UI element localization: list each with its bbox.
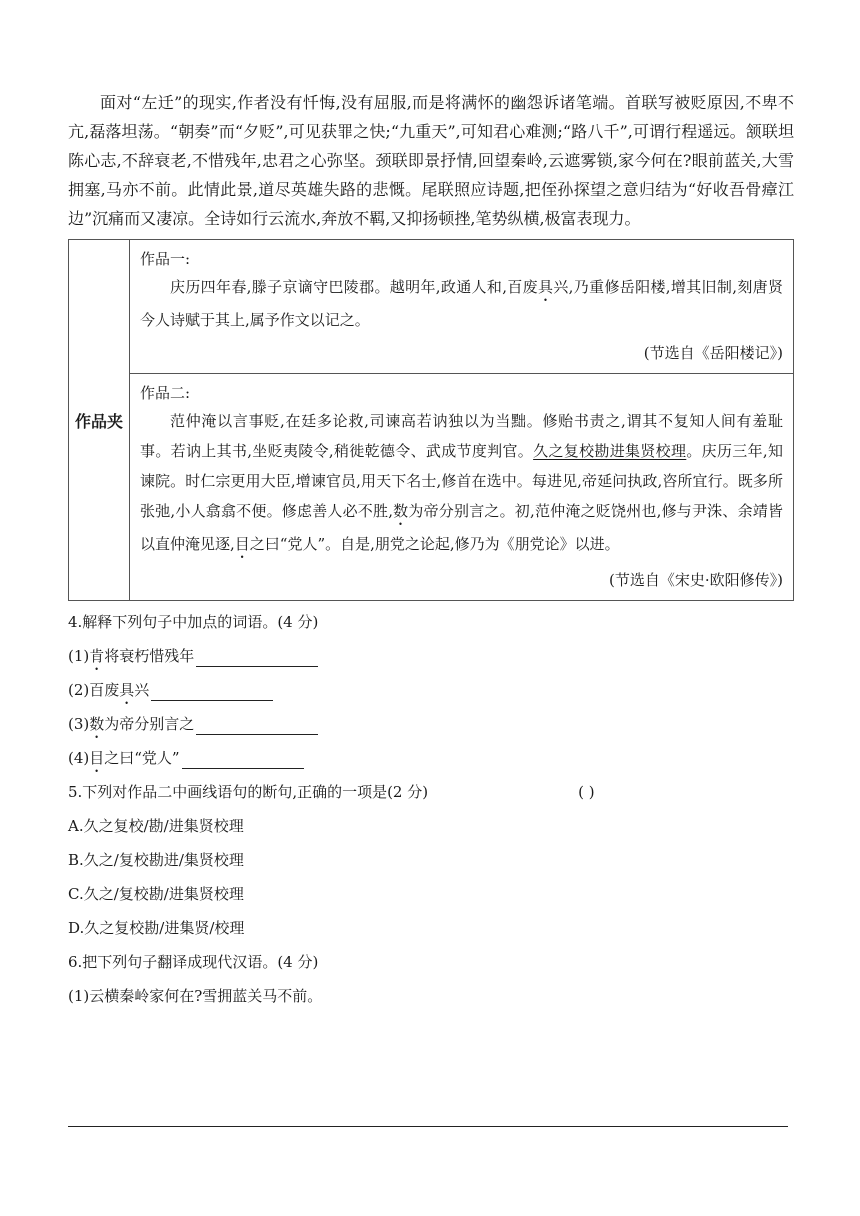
question-4-title: 4.解释下列句子中加点的词语。(4 分) [68, 613, 319, 631]
dotted-word: 数 [89, 714, 105, 733]
item-prefix: (3) [68, 715, 90, 733]
dotted-word: 肯 [89, 646, 105, 665]
item-prefix: (1) [68, 647, 90, 665]
work-two-text-b: 。庆历三年,知谏院。时仁宗更用大臣,增谏官员,用天下名士,修首在选中。每进见,帝延问执政,咨所宜行。既多所张弛,小人翕翕不便。修虑善人必不胜, [140, 442, 783, 520]
question-4-item-1 [68, 639, 794, 673]
question-4-item-2 [68, 673, 794, 707]
item-text: 为帝分别言之 [104, 715, 195, 733]
work-two [130, 373, 793, 600]
questions [68, 605, 794, 1013]
answer-parentheses[interactable]: ( ) [578, 783, 595, 801]
work-one-source: (节选自《岳阳楼记》) [643, 344, 783, 362]
option-b[interactable]: B.久之/复校勘进/集贤校理 [68, 851, 244, 869]
anthology-box [68, 239, 794, 601]
question-5-title-row [68, 775, 794, 809]
question-4-item-4 [68, 741, 794, 775]
work-two-text [140, 406, 783, 562]
work-two-source: (节选自《宋史·欧阳修传》) [609, 571, 783, 589]
answer-blank[interactable] [196, 646, 318, 667]
item-prefix: (2)百废 [68, 681, 120, 699]
question-5-title: 5.下列对作品二中画线语句的断句,正确的一项是(2 分) [68, 783, 429, 801]
item-prefix: (4) [68, 749, 90, 767]
underlined-sentence: 久之复校勘进集贤校理 [533, 442, 687, 460]
work-two-title: 作品二: [140, 384, 191, 402]
work-one-title: 作品一: [140, 250, 191, 268]
work-one-text-a: 庆历四年春,滕子京谪守巴陵郡。越明年,政通人和,百废 [170, 278, 538, 296]
answer-line[interactable] [68, 1126, 788, 1127]
dotted-word: 数 [392, 502, 409, 520]
question-6-title: 6.把下列句子翻译成现代汉语。(4 分) [68, 953, 319, 971]
anthology-works [130, 240, 793, 600]
question-6-item-1: (1)云横秦岭家何在?雪拥蓝关马不前。 [68, 987, 323, 1005]
item-text: 之曰“党人” [104, 749, 180, 767]
work-two-text-d: 之曰“党人”。自是,朋党之论起,修乃为《朋党论》以进。 [249, 535, 620, 553]
answer-blank[interactable] [196, 714, 318, 735]
work-one-text-b: 兴,乃重修岳阳楼,增其旧制,刻唐贤今人诗赋于其上,属予作文以记之。 [140, 278, 783, 329]
work-two-text-a: 范仲淹以言事贬,在廷多论救,司谏高若讷独以为当黜。修贻书责之,谓其不复知人间有羞耻事。若讷上其书,坐贬夷陵令,稍徙乾德令、武成节度判官。 [140, 412, 783, 460]
question-4-item-3 [68, 707, 794, 741]
intro-paragraph: 面对“左迁”的现实,作者没有忏悔,没有屈服,而是将满怀的幽怨诉诸笔端。首联写被贬原因,不卑不亢,磊落坦荡。“朝奏”而“夕贬”,可见获罪之快;“九重天”,可知君心难测;“路八千”,可谓行程遥远。颔联坦陈心志,不辞衰老,不惜残年,忠君之心弥坚。颈联即景抒情,回望秦岭,云遮雾锁,家今何在?眼前蓝关,大雪拥塞,马亦不前。此情此景,道尽英雄失路的悲慨。尾联照应诗题,把侄孙探望之意归结为“好收吾骨瘴江边”沉痛而又凄凉。全诗如行云流水,奔放不羁,又抑扬顿挫,笔势纵横,极富表现力。 [68, 93, 794, 228]
page-content [68, 88, 794, 1013]
option-c[interactable]: C.久之/复校勘/进集贤校理 [68, 885, 244, 903]
option-a[interactable]: A.久之复校/勘/进集贤校理 [68, 817, 244, 835]
option-d[interactable]: D.久之复校勘/进集贤/校理 [68, 919, 245, 937]
answer-blank[interactable] [151, 680, 273, 701]
dotted-word: 具 [119, 680, 135, 699]
dotted-word: 目 [89, 748, 105, 767]
work-one-text [140, 272, 783, 335]
dotted-word: 目 [234, 535, 250, 553]
anthology-label: 作品夹 [69, 240, 130, 600]
dotted-word: 具 [538, 278, 554, 296]
work-two-text-c: 为帝分别言之。初,范仲淹之贬饶州也,修与尹洙、余靖皆以直仲淹见逐, [140, 502, 783, 553]
item-text: 将衰朽惜残年 [104, 647, 195, 665]
work-one [130, 240, 793, 373]
answer-blank[interactable] [182, 748, 304, 769]
item-text: 兴 [134, 681, 150, 699]
